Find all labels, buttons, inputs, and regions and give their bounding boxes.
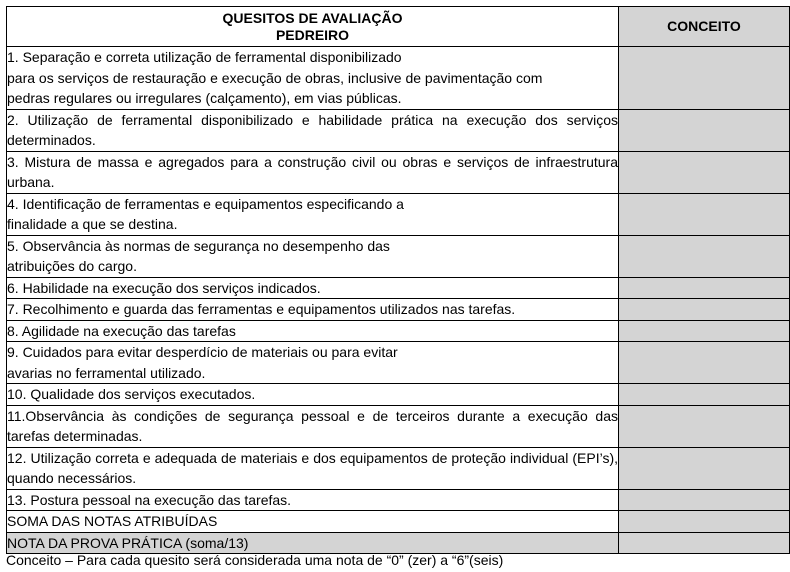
concept-cell[interactable] xyxy=(619,405,790,447)
concept-cell[interactable] xyxy=(619,342,790,384)
criterion-row xyxy=(7,109,790,151)
criterion-row xyxy=(7,342,790,384)
concept-header: CONCEITO xyxy=(619,7,790,47)
final-grade-concept-cell[interactable] xyxy=(619,532,790,554)
concept-cell[interactable] xyxy=(619,489,790,511)
concept-cell[interactable] xyxy=(619,47,790,110)
concept-cell[interactable] xyxy=(619,384,790,406)
criterion-text-line: avarias no ferramental utilizado. xyxy=(7,364,206,381)
sum-row xyxy=(7,511,790,533)
criterion-text: 2. Utilização de ferramental disponibilizado e habilidade prática na execução dos serviços determinados. xyxy=(7,109,619,151)
concept-cell[interactable] xyxy=(619,320,790,342)
criterion-text-line: atribuições do cargo. xyxy=(7,258,137,274)
criteria-header-title: QUESITOS DE AVALIAÇÃO xyxy=(222,9,403,26)
concept-cell[interactable] xyxy=(619,151,790,193)
criterion-row xyxy=(7,405,790,447)
concept-cell[interactable] xyxy=(619,447,790,489)
criterion-row xyxy=(7,447,790,489)
criterion-text-line: pedras regulares ou irregulares (calçamento), em vias públicas. xyxy=(7,90,402,106)
concept-cell[interactable] xyxy=(619,235,790,277)
criterion-row xyxy=(7,151,790,193)
criterion-text-line: 9. Cuidados para evitar desperdício de materiais ou para evitar xyxy=(7,344,398,360)
criterion-row xyxy=(7,299,790,321)
concept-cell[interactable] xyxy=(619,299,790,321)
criterion-text xyxy=(7,47,619,110)
criterion-text-line: 4. Identificação de ferramentas e equipamentos especificando a xyxy=(7,195,404,212)
criteria-header xyxy=(7,7,619,47)
criterion-row xyxy=(7,47,790,110)
criterion-text: 6. Habilidade na execução dos serviços indicados. xyxy=(7,277,619,299)
sum-concept-cell[interactable] xyxy=(619,511,790,533)
sum-label: SOMA DAS NOTAS ATRIBUÍDAS xyxy=(7,511,619,533)
footnote: Conceito – Para cada quesito será considerada uma nota de “0” (zer) a “6”(seis) xyxy=(6,552,504,568)
criterion-row xyxy=(7,489,790,511)
criterion-text: 10. Qualidade dos serviços executados. xyxy=(7,384,619,406)
concept-cell[interactable] xyxy=(619,277,790,299)
criterion-text xyxy=(7,193,619,235)
criterion-text: 12. Utilização correta e adequada de materiais e dos equipamentos de proteção individual (EPI’s), quando necessários. xyxy=(7,447,619,489)
criterion-row xyxy=(7,320,790,342)
criterion-row xyxy=(7,193,790,235)
criterion-text: 13. Postura pessoal na execução das tarefas. xyxy=(7,489,619,511)
criterion-text: 11.Observância às condições de segurança pessoal e de terceiros durante a execução das tarefas determinadas. xyxy=(7,405,619,447)
criterion-text-line: 1. Separação e correta utilização de ferramental disponibilizado xyxy=(7,49,402,65)
criterion-text-line: finalidade a que se destina. xyxy=(7,216,178,232)
criterion-text-line: para os serviços de restauração e execução de obras, inclusive de pavimentação com xyxy=(7,69,543,86)
criterion-row xyxy=(7,384,790,406)
criterion-text: 8. Agilidade na execução das tarefas xyxy=(7,320,619,342)
final-grade-label: NOTA DA PROVA PRÁTICA (soma/13) xyxy=(7,532,619,554)
evaluation-table xyxy=(6,6,790,554)
criterion-text xyxy=(7,342,619,384)
criterion-text xyxy=(7,235,619,277)
criterion-text: 3. Mistura de massa e agregados para a construção civil ou obras e serviços de infraestrutura urbana. xyxy=(7,151,619,193)
criterion-row xyxy=(7,277,790,299)
concept-cell[interactable] xyxy=(619,109,790,151)
criterion-text: 7. Recolhimento e guarda das ferramentas e equipamentos utilizados nas tarefas. xyxy=(7,299,619,321)
criteria-header-role: PEDREIRO xyxy=(275,26,350,43)
criterion-text-line: 5. Observância às normas de segurança no desempenho das xyxy=(7,237,390,254)
concept-cell[interactable] xyxy=(619,193,790,235)
criterion-row xyxy=(7,235,790,277)
